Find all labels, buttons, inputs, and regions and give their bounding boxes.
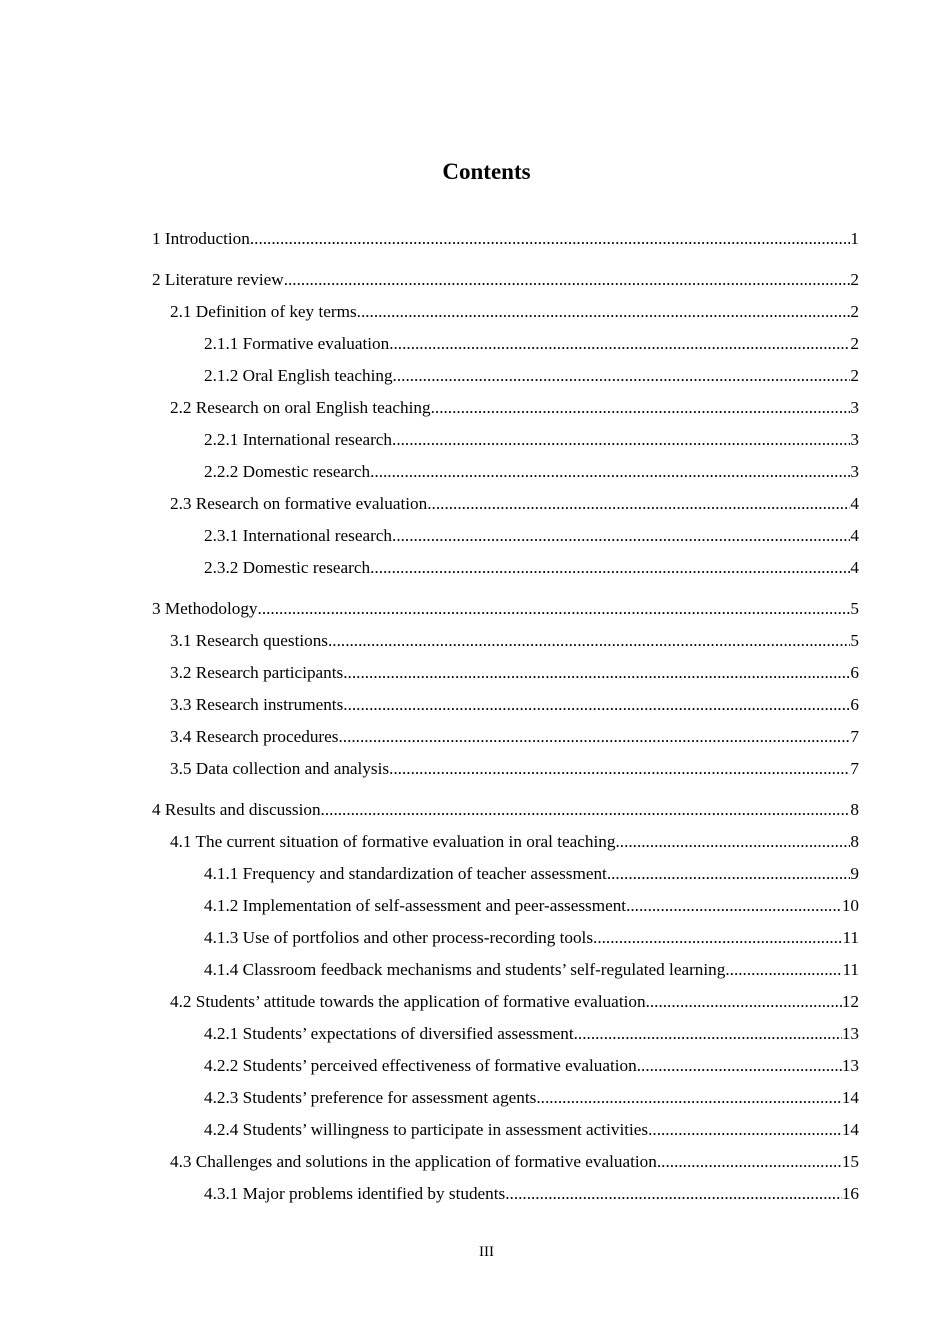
toc-entry-title: 3.3 Research instruments xyxy=(170,695,344,714)
toc-entry-page-number: 3 xyxy=(850,462,859,481)
toc-entry[interactable] xyxy=(152,986,859,1018)
toc-entry[interactable] xyxy=(152,552,859,584)
toc-entry-title: 3.5 Data collection and analysis xyxy=(170,759,390,778)
toc-entry-page-number: 12 xyxy=(841,992,859,1011)
toc-leader-dots xyxy=(328,625,850,657)
toc-entry[interactable] xyxy=(152,858,859,890)
toc-entry-title: 4.1.2 Implementation of self-assessment and peer-assessment xyxy=(204,896,627,915)
toc-leader-dots xyxy=(615,826,850,858)
toc-entry-title: 4.2.2 Students’ perceived effectiveness of formative evaluation xyxy=(204,1056,637,1075)
toc-leader-dots xyxy=(250,223,851,255)
toc-leader-dots xyxy=(357,296,851,328)
toc-leader-dots xyxy=(431,392,851,424)
toc-leader-dots xyxy=(657,1146,842,1178)
toc-entry[interactable] xyxy=(152,826,859,858)
toc-entry-page-number: 13 xyxy=(841,1056,859,1075)
toc-leader-dots xyxy=(536,1082,841,1114)
toc-entry[interactable] xyxy=(152,424,859,456)
toc-entry-title: 4.1.4 Classroom feedback mechanisms and students’ self-regulated learning xyxy=(204,960,726,979)
toc-entry[interactable] xyxy=(152,1114,859,1146)
toc-entry[interactable] xyxy=(152,296,859,328)
toc-entry-page-number: 4 xyxy=(850,494,859,513)
toc-entry-title: 2.2 Research on oral English teaching xyxy=(170,398,431,417)
toc-entry[interactable] xyxy=(152,689,859,721)
toc-leader-dots xyxy=(607,858,851,890)
toc-entry-page-number: 5 xyxy=(850,631,859,650)
toc-leader-dots xyxy=(593,922,842,954)
toc-entry-page-number: 8 xyxy=(850,832,859,851)
toc-entry-title: 4.2.4 Students’ willingness to participate in assessment activities xyxy=(204,1120,649,1139)
toc-entry-title: 3.4 Research procedures xyxy=(170,727,339,746)
toc-entry[interactable] xyxy=(152,593,859,625)
toc-leader-dots xyxy=(343,689,850,721)
toc-entry-page-number: 2 xyxy=(850,366,859,385)
toc-entry[interactable] xyxy=(152,520,859,552)
toc-entry-title: 4.3 Challenges and solutions in the application of formative evaluation xyxy=(170,1152,657,1171)
toc-leader-dots xyxy=(343,657,850,689)
toc-entry-page-number: 7 xyxy=(850,727,859,746)
toc-entry[interactable] xyxy=(152,328,859,360)
toc-leader-dots xyxy=(258,593,851,625)
toc-entry-title: 2.2.1 International research xyxy=(204,430,393,449)
toc-leader-dots xyxy=(338,721,850,753)
toc-entry-title: 2.3.2 Domestic research xyxy=(204,558,371,577)
toc-entry[interactable] xyxy=(152,794,859,826)
toc-entry-page-number: 10 xyxy=(841,896,859,915)
toc-leader-dots xyxy=(427,488,850,520)
toc-entry-page-number: 11 xyxy=(842,960,859,979)
toc-entry-title: 2.2.2 Domestic research xyxy=(204,462,371,481)
toc-entry-title: 4.2.1 Students’ expectations of diversified assessment xyxy=(204,1024,574,1043)
toc-leader-dots xyxy=(392,424,850,456)
page-number-footer: III xyxy=(479,1244,494,1260)
toc-entry-page-number: 4 xyxy=(850,526,859,545)
toc-entry-title: 4 Results and discussion xyxy=(152,800,321,819)
toc-leader-dots xyxy=(284,264,851,296)
toc-entry-title: 3.2 Research participants xyxy=(170,663,344,682)
toc-entry-title: 4.2.3 Students’ preference for assessment agents xyxy=(204,1088,537,1107)
toc-entry-page-number: 14 xyxy=(841,1120,859,1139)
toc-entry[interactable] xyxy=(152,360,859,392)
toc-entry-title: 4.1.3 Use of portfolios and other process-recording tools xyxy=(204,928,594,947)
toc-entry-page-number: 9 xyxy=(850,864,859,883)
toc-entry[interactable] xyxy=(152,954,859,986)
toc-entry-page-number: 7 xyxy=(850,759,859,778)
toc-entry[interactable] xyxy=(152,1082,859,1114)
toc-entry-page-number: 4 xyxy=(850,558,859,577)
toc-entry-title: 3 Methodology xyxy=(152,599,258,618)
toc-entry-title: 4.1 The current situation of formative evaluation in oral teaching xyxy=(170,832,616,851)
toc-leader-dots xyxy=(637,1050,842,1082)
toc-leader-dots xyxy=(626,890,842,922)
toc-entry-page-number: 1 xyxy=(850,229,859,248)
toc-entry-title: 4.1.1 Frequency and standardization of teacher assessment xyxy=(204,864,607,883)
toc-entry[interactable] xyxy=(152,657,859,689)
toc-entry-page-number: 6 xyxy=(850,663,859,682)
toc-leader-dots xyxy=(392,520,850,552)
toc-entry[interactable] xyxy=(152,456,859,488)
toc-entry-page-number: 2 xyxy=(850,302,859,321)
toc-entry-page-number: 13 xyxy=(841,1024,859,1043)
toc-entry[interactable] xyxy=(152,625,859,657)
toc-entry[interactable] xyxy=(152,922,859,954)
toc-entry-title: 4.3.1 Major problems identified by students xyxy=(204,1184,506,1203)
toc-leader-dots xyxy=(370,552,850,584)
toc-entry[interactable] xyxy=(152,223,859,255)
toc-leader-dots xyxy=(505,1178,842,1210)
toc-entry-title: 4.2 Students’ attitude towards the application of formative evaluation xyxy=(170,992,646,1011)
toc-entry-page-number: 16 xyxy=(841,1184,859,1203)
toc-entry-title: 2.3 Research on formative evaluation xyxy=(170,494,428,513)
toc-entry-page-number: 2 xyxy=(850,334,859,353)
toc-entry-page-number: 15 xyxy=(841,1152,859,1171)
toc-entry-title: 2.3.1 International research xyxy=(204,526,393,545)
toc-entry[interactable] xyxy=(152,1146,859,1178)
toc-leader-dots xyxy=(648,1114,842,1146)
toc-entry-page-number: 8 xyxy=(850,800,859,819)
toc-entry[interactable] xyxy=(152,1018,859,1050)
toc-entry-page-number: 2 xyxy=(850,270,859,289)
toc-entry-page-number: 3 xyxy=(850,398,859,417)
toc-entry[interactable] xyxy=(152,1178,859,1210)
toc-entry-title: 1 Introduction xyxy=(152,229,250,248)
table-of-contents xyxy=(152,223,859,1210)
toc-entry-title: 2 Literature review xyxy=(152,270,284,289)
toc-leader-dots xyxy=(393,360,851,392)
toc-leader-dots xyxy=(574,1018,842,1050)
page-title: Contents xyxy=(442,159,531,184)
toc-entry-title: 2.1 Definition of key terms xyxy=(170,302,357,321)
toc-entry[interactable] xyxy=(152,1050,859,1082)
toc-entry[interactable] xyxy=(152,721,859,753)
toc-entry-title: 2.1.1 Formative evaluation xyxy=(204,334,390,353)
toc-entry-page-number: 14 xyxy=(841,1088,859,1107)
toc-entry-page-number: 3 xyxy=(850,430,859,449)
toc-entry-title: 2.1.2 Oral English teaching xyxy=(204,366,393,385)
toc-leader-dots xyxy=(646,986,842,1018)
toc-leader-dots xyxy=(321,794,851,826)
toc-entry-page-number: 11 xyxy=(842,928,859,947)
toc-leader-dots xyxy=(389,328,850,360)
toc-entry[interactable] xyxy=(152,392,859,424)
toc-entry-page-number: 5 xyxy=(850,599,859,618)
toc-entry[interactable] xyxy=(152,264,859,296)
toc-entry-title: 3.1 Research questions xyxy=(170,631,328,650)
toc-leader-dots xyxy=(370,456,850,488)
toc-entry[interactable] xyxy=(152,753,859,785)
toc-entry[interactable] xyxy=(152,488,859,520)
toc-entry[interactable] xyxy=(152,890,859,922)
toc-leader-dots xyxy=(389,753,850,785)
toc-entry-page-number: 6 xyxy=(850,695,859,714)
toc-leader-dots xyxy=(725,954,842,986)
